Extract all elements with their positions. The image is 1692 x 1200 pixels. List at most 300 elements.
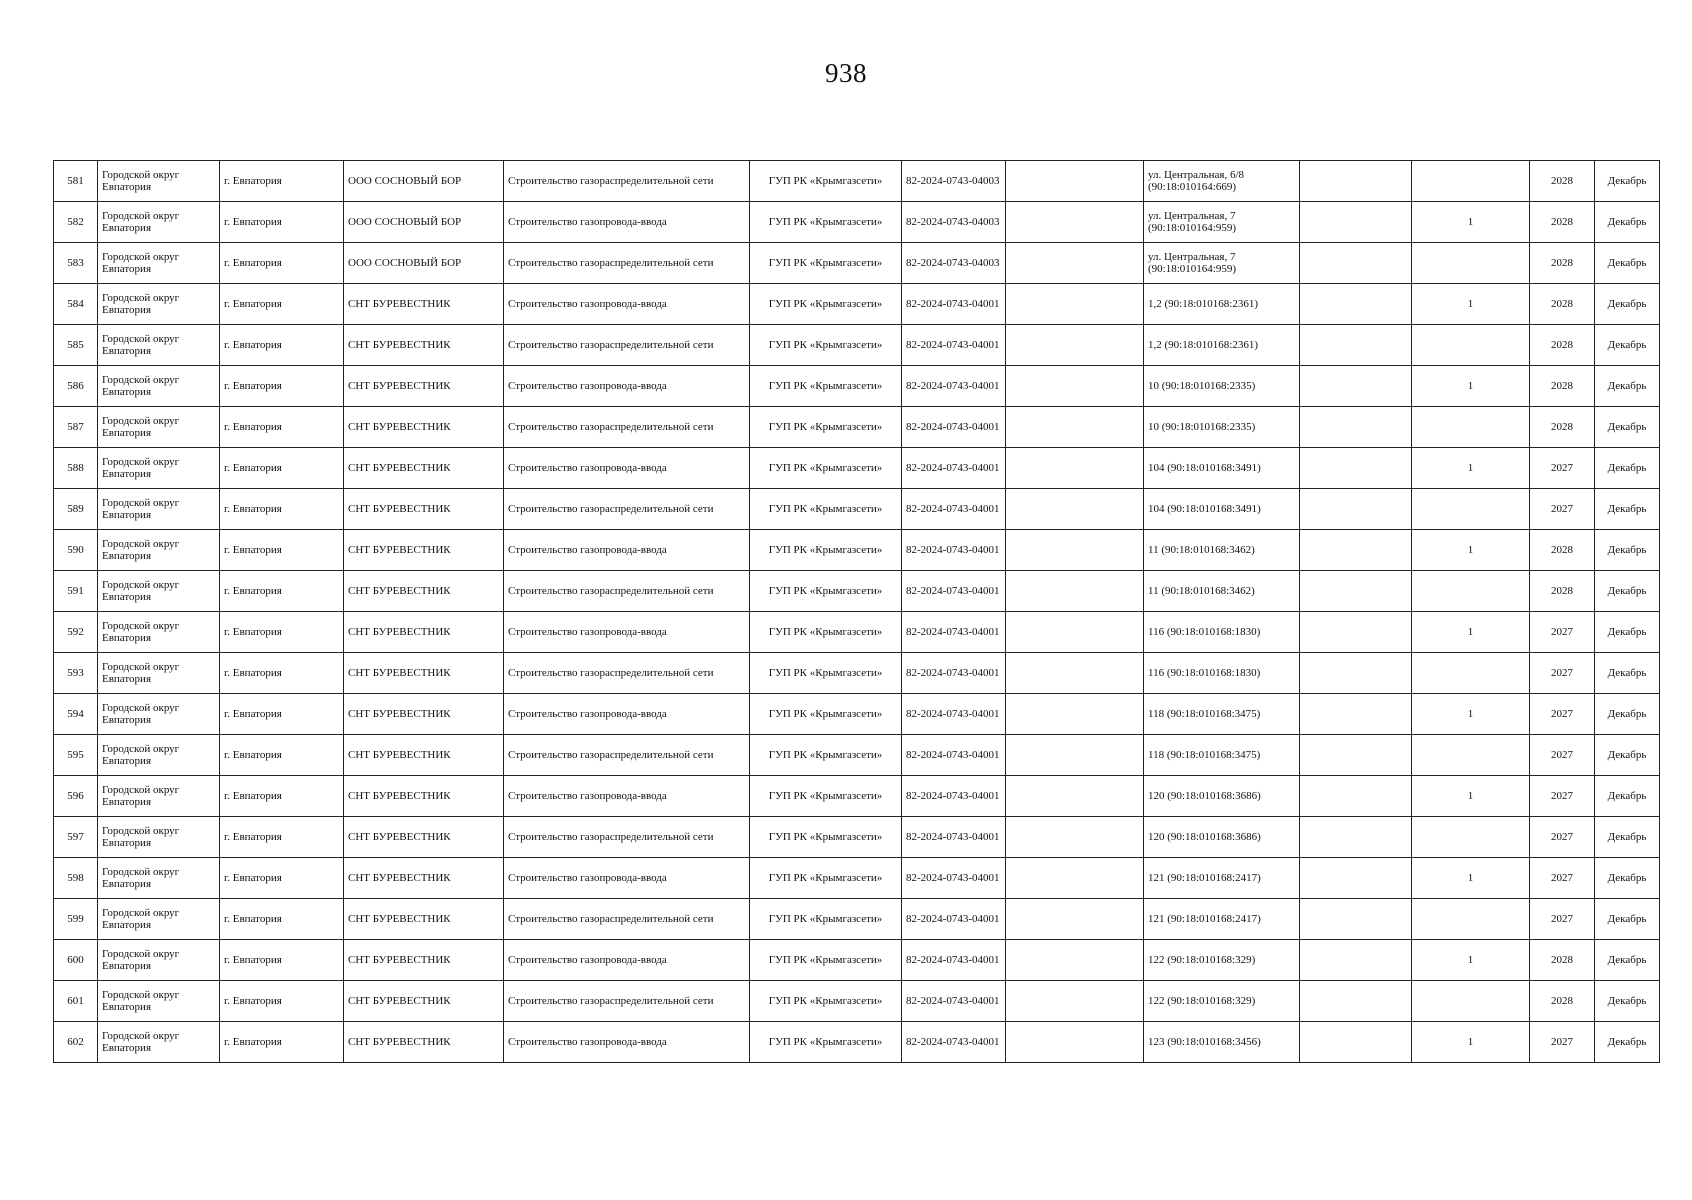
quantity-cell — [1412, 735, 1530, 776]
blank-cell — [1300, 243, 1412, 284]
row-number-cell: 597 — [54, 817, 98, 858]
executor-cell: ГУП РК «Крымгазсети» — [750, 407, 902, 448]
year-cell: 2028 — [1530, 366, 1595, 407]
district-cell: Городской округ Евпатория — [98, 284, 220, 325]
permit-number-cell: 82-2024-0743-04001 — [902, 981, 1006, 1022]
work-type-cell: Строительство газораспределительной сети — [504, 243, 750, 284]
executor-cell: ГУП РК «Крымгазсети» — [750, 776, 902, 817]
row-number-cell: 586 — [54, 366, 98, 407]
blank-cell — [1300, 530, 1412, 571]
work-type-cell: Строительство газораспределительной сети — [504, 653, 750, 694]
quantity-cell: 1 — [1412, 940, 1530, 981]
table-row — [54, 407, 1660, 448]
district-cell: Городской округ Евпатория — [98, 735, 220, 776]
table-row — [54, 530, 1660, 571]
year-cell: 2027 — [1530, 776, 1595, 817]
table-row — [54, 325, 1660, 366]
blank-cell — [1300, 940, 1412, 981]
year-cell: 2028 — [1530, 981, 1595, 1022]
month-cell: Декабрь — [1595, 489, 1660, 530]
row-number-cell: 583 — [54, 243, 98, 284]
executor-cell: ГУП РК «Крымгазсети» — [750, 694, 902, 735]
table-row — [54, 899, 1660, 940]
blank-cell — [1006, 694, 1144, 735]
row-number-cell: 593 — [54, 653, 98, 694]
blank-cell — [1300, 858, 1412, 899]
organization-cell: СНТ БУРЕВЕСТНИК — [344, 817, 504, 858]
work-type-cell: Строительство газораспределительной сети — [504, 817, 750, 858]
month-cell: Декабрь — [1595, 202, 1660, 243]
organization-cell: СНТ БУРЕВЕСТНИК — [344, 653, 504, 694]
blank-cell — [1300, 448, 1412, 489]
address-cell: 11 (90:18:010168:3462) — [1144, 530, 1300, 571]
permit-number-cell: 82-2024-0743-04003 — [902, 161, 1006, 202]
table-row — [54, 858, 1660, 899]
quantity-cell — [1412, 571, 1530, 612]
blank-cell — [1300, 284, 1412, 325]
district-cell: Городской округ Евпатория — [98, 776, 220, 817]
blank-cell — [1300, 1022, 1412, 1063]
permit-number-cell: 82-2024-0743-04001 — [902, 817, 1006, 858]
year-cell: 2027 — [1530, 899, 1595, 940]
city-cell: г. Евпатория — [220, 694, 344, 735]
blank-cell — [1006, 858, 1144, 899]
blank-cell — [1300, 366, 1412, 407]
permit-number-cell: 82-2024-0743-04001 — [902, 407, 1006, 448]
quantity-cell — [1412, 899, 1530, 940]
month-cell: Декабрь — [1595, 407, 1660, 448]
year-cell: 2028 — [1530, 284, 1595, 325]
organization-cell: ООО СОСНОВЫЙ БОР — [344, 161, 504, 202]
row-number-cell: 589 — [54, 489, 98, 530]
table-row — [54, 653, 1660, 694]
year-cell: 2027 — [1530, 612, 1595, 653]
permit-number-cell: 82-2024-0743-04001 — [902, 489, 1006, 530]
address-cell: 116 (90:18:010168:1830) — [1144, 612, 1300, 653]
executor-cell: ГУП РК «Крымгазсети» — [750, 1022, 902, 1063]
permit-number-cell: 82-2024-0743-04001 — [902, 448, 1006, 489]
row-number-cell: 587 — [54, 407, 98, 448]
organization-cell: СНТ БУРЕВЕСТНИК — [344, 325, 504, 366]
year-cell: 2027 — [1530, 1022, 1595, 1063]
blank-cell — [1006, 325, 1144, 366]
table-row — [54, 448, 1660, 489]
table-row — [54, 366, 1660, 407]
row-number-cell: 588 — [54, 448, 98, 489]
table-row — [54, 735, 1660, 776]
city-cell: г. Евпатория — [220, 325, 344, 366]
permit-number-cell: 82-2024-0743-04001 — [902, 899, 1006, 940]
district-cell: Городской округ Евпатория — [98, 817, 220, 858]
row-number-cell: 600 — [54, 940, 98, 981]
table-row — [54, 161, 1660, 202]
year-cell: 2027 — [1530, 694, 1595, 735]
table-row — [54, 243, 1660, 284]
table-row — [54, 817, 1660, 858]
blank-cell — [1006, 489, 1144, 530]
row-number-cell: 602 — [54, 1022, 98, 1063]
permit-number-cell: 82-2024-0743-04001 — [902, 858, 1006, 899]
city-cell: г. Евпатория — [220, 899, 344, 940]
blank-cell — [1006, 366, 1144, 407]
month-cell: Декабрь — [1595, 284, 1660, 325]
month-cell: Декабрь — [1595, 612, 1660, 653]
executor-cell: ГУП РК «Крымгазсети» — [750, 817, 902, 858]
district-cell: Городской округ Евпатория — [98, 612, 220, 653]
district-cell: Городской округ Евпатория — [98, 1022, 220, 1063]
blank-cell — [1300, 571, 1412, 612]
city-cell: г. Евпатория — [220, 407, 344, 448]
work-type-cell: Строительство газопровода-ввода — [504, 530, 750, 571]
row-number-cell: 596 — [54, 776, 98, 817]
month-cell: Декабрь — [1595, 325, 1660, 366]
address-cell: 118 (90:18:010168:3475) — [1144, 735, 1300, 776]
district-cell: Городской округ Евпатория — [98, 202, 220, 243]
month-cell: Декабрь — [1595, 899, 1660, 940]
organization-cell: СНТ БУРЕВЕСТНИК — [344, 612, 504, 653]
blank-cell — [1300, 407, 1412, 448]
row-number-cell: 592 — [54, 612, 98, 653]
organization-cell: СНТ БУРЕВЕСТНИК — [344, 694, 504, 735]
executor-cell: ГУП РК «Крымгазсети» — [750, 612, 902, 653]
district-cell: Городской округ Евпатория — [98, 366, 220, 407]
quantity-cell: 1 — [1412, 694, 1530, 735]
district-cell: Городской округ Евпатория — [98, 407, 220, 448]
district-cell: Городской округ Евпатория — [98, 653, 220, 694]
year-cell: 2027 — [1530, 858, 1595, 899]
address-cell: 10 (90:18:010168:2335) — [1144, 366, 1300, 407]
blank-cell — [1006, 284, 1144, 325]
executor-cell: ГУП РК «Крымгазсети» — [750, 202, 902, 243]
work-type-cell: Строительство газопровода-ввода — [504, 366, 750, 407]
blank-cell — [1300, 735, 1412, 776]
executor-cell: ГУП РК «Крымгазсети» — [750, 489, 902, 530]
district-cell: Городской округ Евпатория — [98, 981, 220, 1022]
month-cell: Декабрь — [1595, 940, 1660, 981]
table-row — [54, 284, 1660, 325]
permit-number-cell: 82-2024-0743-04001 — [902, 325, 1006, 366]
year-cell: 2028 — [1530, 161, 1595, 202]
executor-cell: ГУП РК «Крымгазсети» — [750, 530, 902, 571]
address-cell: 123 (90:18:010168:3456) — [1144, 1022, 1300, 1063]
work-type-cell: Строительство газораспределительной сети — [504, 571, 750, 612]
blank-cell — [1006, 899, 1144, 940]
address-cell: 120 (90:18:010168:3686) — [1144, 776, 1300, 817]
permit-number-cell: 82-2024-0743-04001 — [902, 366, 1006, 407]
month-cell: Декабрь — [1595, 735, 1660, 776]
blank-cell — [1300, 489, 1412, 530]
blank-cell — [1006, 243, 1144, 284]
executor-cell: ГУП РК «Крымгазсети» — [750, 366, 902, 407]
blank-cell — [1300, 817, 1412, 858]
gasification-table — [53, 160, 1660, 1063]
month-cell: Декабрь — [1595, 694, 1660, 735]
executor-cell: ГУП РК «Крымгазсети» — [750, 243, 902, 284]
city-cell: г. Евпатория — [220, 243, 344, 284]
quantity-cell: 1 — [1412, 530, 1530, 571]
permit-number-cell: 82-2024-0743-04001 — [902, 940, 1006, 981]
month-cell: Декабрь — [1595, 571, 1660, 612]
organization-cell: СНТ БУРЕВЕСТНИК — [344, 776, 504, 817]
district-cell: Городской округ Евпатория — [98, 858, 220, 899]
work-type-cell: Строительство газопровода-ввода — [504, 612, 750, 653]
city-cell: г. Евпатория — [220, 448, 344, 489]
district-cell: Городской округ Евпатория — [98, 571, 220, 612]
quantity-cell: 1 — [1412, 776, 1530, 817]
work-type-cell: Строительство газопровода-ввода — [504, 202, 750, 243]
district-cell: Городской округ Евпатория — [98, 530, 220, 571]
address-cell: 122 (90:18:010168:329) — [1144, 981, 1300, 1022]
table-row — [54, 571, 1660, 612]
city-cell: г. Евпатория — [220, 202, 344, 243]
permit-number-cell: 82-2024-0743-04001 — [902, 612, 1006, 653]
permit-number-cell: 82-2024-0743-04001 — [902, 571, 1006, 612]
work-type-cell: Строительство газопровода-ввода — [504, 448, 750, 489]
address-cell: 121 (90:18:010168:2417) — [1144, 858, 1300, 899]
year-cell: 2028 — [1530, 940, 1595, 981]
city-cell: г. Евпатория — [220, 284, 344, 325]
month-cell: Декабрь — [1595, 981, 1660, 1022]
district-cell: Городской округ Евпатория — [98, 694, 220, 735]
address-cell: 104 (90:18:010168:3491) — [1144, 489, 1300, 530]
work-type-cell: Строительство газораспределительной сети — [504, 325, 750, 366]
blank-cell — [1006, 776, 1144, 817]
blank-cell — [1006, 407, 1144, 448]
permit-number-cell: 82-2024-0743-04001 — [902, 530, 1006, 571]
work-type-cell: Строительство газораспределительной сети — [504, 899, 750, 940]
work-type-cell: Строительство газораспределительной сети — [504, 407, 750, 448]
city-cell: г. Евпатория — [220, 735, 344, 776]
year-cell: 2028 — [1530, 202, 1595, 243]
blank-cell — [1006, 202, 1144, 243]
year-cell: 2028 — [1530, 325, 1595, 366]
organization-cell: СНТ БУРЕВЕСТНИК — [344, 407, 504, 448]
blank-cell — [1300, 899, 1412, 940]
blank-cell — [1300, 776, 1412, 817]
month-cell: Декабрь — [1595, 366, 1660, 407]
permit-number-cell: 82-2024-0743-04001 — [902, 1022, 1006, 1063]
month-cell: Декабрь — [1595, 1022, 1660, 1063]
permit-number-cell: 82-2024-0743-04001 — [902, 694, 1006, 735]
address-cell: ул. Центральная, 7 (90:18:010164:959) — [1144, 243, 1300, 284]
organization-cell: СНТ БУРЕВЕСТНИК — [344, 858, 504, 899]
permit-number-cell: 82-2024-0743-04001 — [902, 653, 1006, 694]
permit-number-cell: 82-2024-0743-04001 — [902, 735, 1006, 776]
organization-cell: СНТ БУРЕВЕСТНИК — [344, 489, 504, 530]
row-number-cell: 599 — [54, 899, 98, 940]
organization-cell: СНТ БУРЕВЕСТНИК — [344, 530, 504, 571]
city-cell: г. Евпатория — [220, 653, 344, 694]
permit-number-cell: 82-2024-0743-04003 — [902, 243, 1006, 284]
row-number-cell: 585 — [54, 325, 98, 366]
executor-cell: ГУП РК «Крымгазсети» — [750, 325, 902, 366]
district-cell: Городской округ Евпатория — [98, 899, 220, 940]
blank-cell — [1006, 940, 1144, 981]
month-cell: Декабрь — [1595, 161, 1660, 202]
row-number-cell: 598 — [54, 858, 98, 899]
organization-cell: ООО СОСНОВЫЙ БОР — [344, 243, 504, 284]
address-cell: 1,2 (90:18:010168:2361) — [1144, 325, 1300, 366]
city-cell: г. Евпатория — [220, 817, 344, 858]
address-cell: 1,2 (90:18:010168:2361) — [1144, 284, 1300, 325]
month-cell: Декабрь — [1595, 448, 1660, 489]
city-cell: г. Евпатория — [220, 571, 344, 612]
month-cell: Декабрь — [1595, 776, 1660, 817]
blank-cell — [1006, 571, 1144, 612]
row-number-cell: 591 — [54, 571, 98, 612]
organization-cell: СНТ БУРЕВЕСТНИК — [344, 735, 504, 776]
table-row — [54, 776, 1660, 817]
address-cell: ул. Центральная, 6/8 (90:18:010164:669) — [1144, 161, 1300, 202]
city-cell: г. Евпатория — [220, 1022, 344, 1063]
executor-cell: ГУП РК «Крымгазсети» — [750, 899, 902, 940]
city-cell: г. Евпатория — [220, 940, 344, 981]
city-cell: г. Евпатория — [220, 612, 344, 653]
address-cell: 104 (90:18:010168:3491) — [1144, 448, 1300, 489]
district-cell: Городской округ Евпатория — [98, 161, 220, 202]
work-type-cell: Строительство газопровода-ввода — [504, 284, 750, 325]
blank-cell — [1300, 325, 1412, 366]
work-type-cell: Строительство газопровода-ввода — [504, 858, 750, 899]
month-cell: Декабрь — [1595, 653, 1660, 694]
year-cell: 2027 — [1530, 448, 1595, 489]
executor-cell: ГУП РК «Крымгазсети» — [750, 284, 902, 325]
year-cell: 2028 — [1530, 243, 1595, 284]
blank-cell — [1300, 981, 1412, 1022]
quantity-cell — [1412, 981, 1530, 1022]
table-row — [54, 694, 1660, 735]
organization-cell: СНТ БУРЕВЕСТНИК — [344, 571, 504, 612]
row-number-cell: 590 — [54, 530, 98, 571]
organization-cell: СНТ БУРЕВЕСТНИК — [344, 899, 504, 940]
table-row — [54, 1022, 1660, 1063]
blank-cell — [1006, 161, 1144, 202]
organization-cell: СНТ БУРЕВЕСТНИК — [344, 1022, 504, 1063]
district-cell: Городской округ Евпатория — [98, 489, 220, 530]
executor-cell: ГУП РК «Крымгазсети» — [750, 571, 902, 612]
blank-cell — [1300, 653, 1412, 694]
table-row — [54, 981, 1660, 1022]
blank-cell — [1006, 735, 1144, 776]
quantity-cell: 1 — [1412, 1022, 1530, 1063]
year-cell: 2028 — [1530, 530, 1595, 571]
organization-cell: СНТ БУРЕВЕСТНИК — [344, 284, 504, 325]
executor-cell: ГУП РК «Крымгазсети» — [750, 735, 902, 776]
city-cell: г. Евпатория — [220, 161, 344, 202]
organization-cell: СНТ БУРЕВЕСТНИК — [344, 366, 504, 407]
work-type-cell: Строительство газопровода-ввода — [504, 940, 750, 981]
work-type-cell: Строительство газораспределительной сети — [504, 735, 750, 776]
address-cell: 122 (90:18:010168:329) — [1144, 940, 1300, 981]
month-cell: Декабрь — [1595, 858, 1660, 899]
year-cell: 2027 — [1530, 817, 1595, 858]
quantity-cell — [1412, 325, 1530, 366]
work-type-cell: Строительство газораспределительной сети — [504, 981, 750, 1022]
address-cell: 10 (90:18:010168:2335) — [1144, 407, 1300, 448]
year-cell: 2028 — [1530, 407, 1595, 448]
executor-cell: ГУП РК «Крымгазсети» — [750, 653, 902, 694]
table-row — [54, 612, 1660, 653]
blank-cell — [1006, 817, 1144, 858]
quantity-cell — [1412, 817, 1530, 858]
organization-cell: СНТ БУРЕВЕСТНИК — [344, 448, 504, 489]
permit-number-cell: 82-2024-0743-04001 — [902, 776, 1006, 817]
blank-cell — [1300, 612, 1412, 653]
blank-cell — [1300, 202, 1412, 243]
executor-cell: ГУП РК «Крымгазсети» — [750, 161, 902, 202]
month-cell: Декабрь — [1595, 817, 1660, 858]
work-type-cell: Строительство газораспределительной сети — [504, 161, 750, 202]
city-cell: г. Евпатория — [220, 489, 344, 530]
quantity-cell: 1 — [1412, 284, 1530, 325]
row-number-cell: 595 — [54, 735, 98, 776]
page-number: 938 — [825, 58, 867, 88]
address-cell: 120 (90:18:010168:3686) — [1144, 817, 1300, 858]
city-cell: г. Евпатория — [220, 530, 344, 571]
organization-cell: ООО СОСНОВЫЙ БОР — [344, 202, 504, 243]
executor-cell: ГУП РК «Крымгазсети» — [750, 448, 902, 489]
table-body — [54, 161, 1660, 1063]
blank-cell — [1006, 448, 1144, 489]
quantity-cell: 1 — [1412, 858, 1530, 899]
blank-cell — [1300, 161, 1412, 202]
organization-cell: СНТ БУРЕВЕСТНИК — [344, 981, 504, 1022]
blank-cell — [1006, 653, 1144, 694]
city-cell: г. Евпатория — [220, 366, 344, 407]
table-row — [54, 489, 1660, 530]
row-number-cell: 581 — [54, 161, 98, 202]
executor-cell: ГУП РК «Крымгазсети» — [750, 858, 902, 899]
address-cell: 116 (90:18:010168:1830) — [1144, 653, 1300, 694]
month-cell: Декабрь — [1595, 530, 1660, 571]
organization-cell: СНТ БУРЕВЕСТНИК — [344, 940, 504, 981]
quantity-cell: 1 — [1412, 612, 1530, 653]
executor-cell: ГУП РК «Крымгазсети» — [750, 981, 902, 1022]
permit-number-cell: 82-2024-0743-04001 — [902, 284, 1006, 325]
address-cell: 121 (90:18:010168:2417) — [1144, 899, 1300, 940]
permit-number-cell: 82-2024-0743-04003 — [902, 202, 1006, 243]
city-cell: г. Евпатория — [220, 858, 344, 899]
blank-cell — [1300, 694, 1412, 735]
city-cell: г. Евпатория — [220, 776, 344, 817]
address-cell: 118 (90:18:010168:3475) — [1144, 694, 1300, 735]
quantity-cell — [1412, 489, 1530, 530]
district-cell: Городской округ Евпатория — [98, 243, 220, 284]
quantity-cell — [1412, 243, 1530, 284]
row-number-cell: 584 — [54, 284, 98, 325]
quantity-cell — [1412, 653, 1530, 694]
quantity-cell — [1412, 161, 1530, 202]
blank-cell — [1006, 1022, 1144, 1063]
month-cell: Декабрь — [1595, 243, 1660, 284]
address-cell: ул. Центральная, 7 (90:18:010164:959) — [1144, 202, 1300, 243]
district-cell: Городской округ Евпатория — [98, 448, 220, 489]
work-type-cell: Строительство газораспределительной сети — [504, 489, 750, 530]
row-number-cell: 594 — [54, 694, 98, 735]
blank-cell — [1006, 530, 1144, 571]
city-cell: г. Евпатория — [220, 981, 344, 1022]
row-number-cell: 582 — [54, 202, 98, 243]
blank-cell — [1006, 981, 1144, 1022]
year-cell: 2027 — [1530, 735, 1595, 776]
quantity-cell: 1 — [1412, 202, 1530, 243]
executor-cell: ГУП РК «Крымгазсети» — [750, 940, 902, 981]
row-number-cell: 601 — [54, 981, 98, 1022]
district-cell: Городской округ Евпатория — [98, 325, 220, 366]
quantity-cell: 1 — [1412, 448, 1530, 489]
work-type-cell: Строительство газопровода-ввода — [504, 1022, 750, 1063]
quantity-cell — [1412, 407, 1530, 448]
